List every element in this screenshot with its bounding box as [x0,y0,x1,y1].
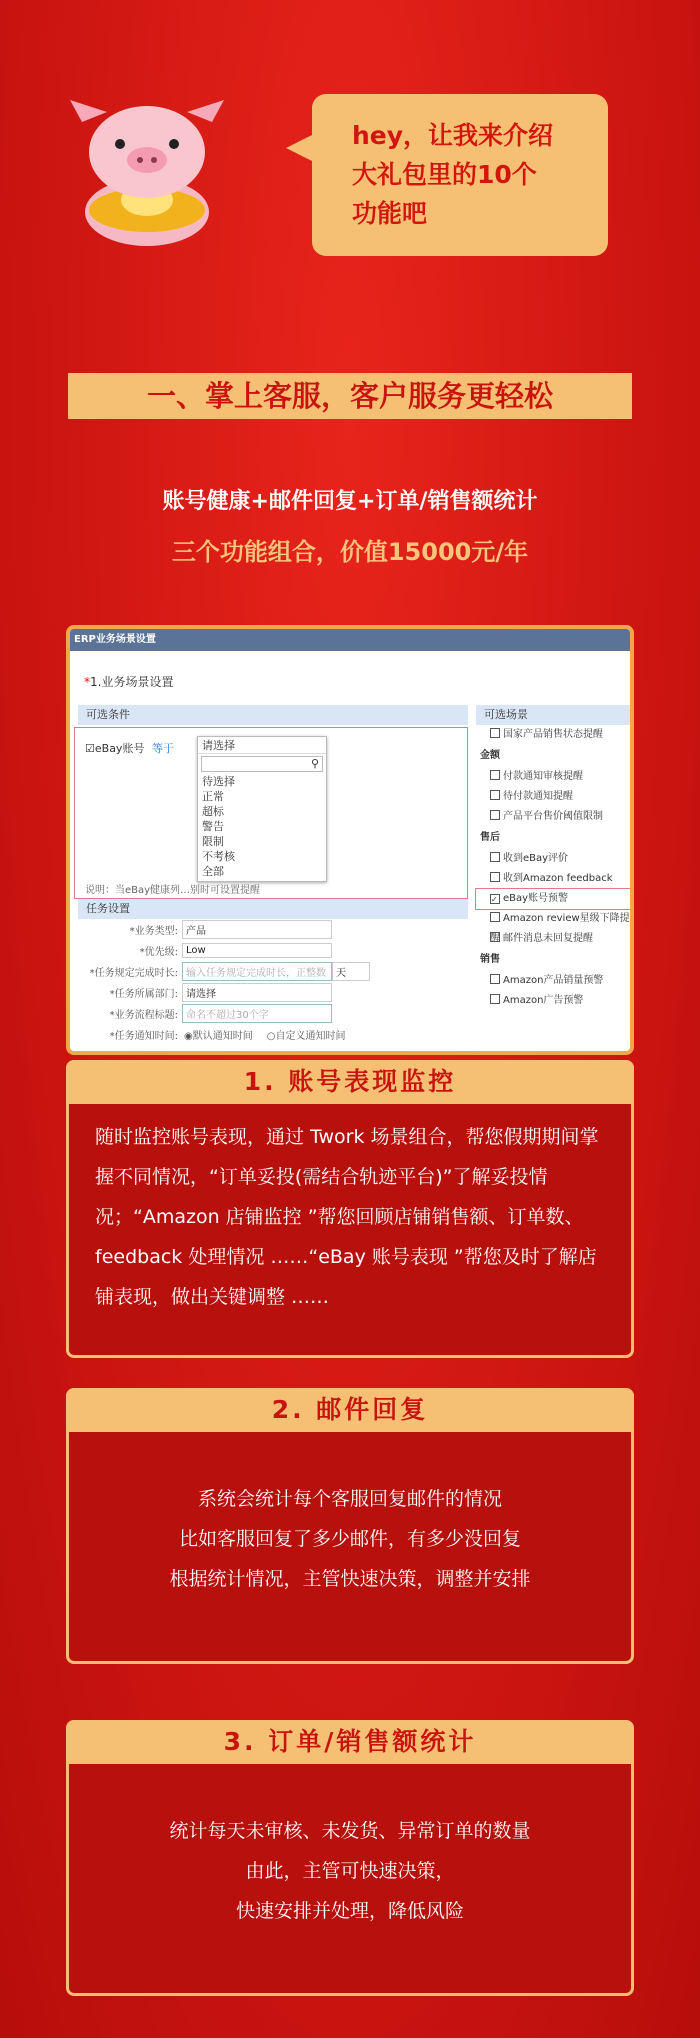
scene-label: Amazon产品销量预警 [503,975,604,986]
scene-group: 金额 [480,750,500,761]
card-line: 系统会统计每个客服回复邮件的情况 [197,1488,502,1510]
task-header: 任务设置 [78,899,468,919]
radio-default-time[interactable]: ◉默认通知时间 [184,1031,253,1042]
scenes-header: 可选场景 [476,705,634,725]
scene-group: 销售 [480,954,500,965]
dropdown-option[interactable]: 警告 [202,820,224,833]
dropdown-option[interactable]: 全部 [202,865,224,878]
department-select[interactable]: 请选择 [182,983,332,1002]
card-line: 由此，主管可快速决策， [245,1860,455,1882]
account-status-dropdown[interactable]: 请选择 ⚲ 待选择 正常 超标 警告 限制 不考核 全部 [197,736,327,882]
scene-checkbox[interactable] [476,807,634,827]
scene-label: 待付款通知提醒 [503,791,573,802]
scene-checkbox[interactable] [476,991,634,1011]
duration-input[interactable]: 输入任务规定完成时长，正整数 [182,962,332,981]
dropdown-option[interactable]: 正常 [202,790,224,803]
scene-label: 付款通知审核提醒 [503,771,583,782]
card-line: 统计每天未审核、未发货、异常订单的数量 [169,1820,531,1842]
subtitle: 账号健康+邮件回复+订单/销售额统计 [162,489,538,514]
bubble-line: 大礼包里的10个 [352,160,537,189]
radio-custom-time[interactable]: ○自定义通知时间 [266,1031,346,1042]
scene-checkbox[interactable] [476,767,634,787]
scene-label: Amazon review星级下降提醒 [490,913,630,944]
scene-label: 邮件消息未回复提醒 [503,933,593,944]
pig-mascot-illustration [62,92,232,252]
condition-ebay-account[interactable]: ☑eBay账号 等于 [85,742,174,755]
card-title: 3. 订单/销售额统计 [66,1720,634,1764]
scene-checkbox[interactable] [476,929,634,949]
checkbox-icon [490,932,500,942]
feature-card-3 [66,1720,634,1996]
condition-operator: 等于 [151,742,174,755]
checkbox-icon [490,994,500,1004]
value-line: 三个功能组合，价值15000元/年 [171,538,529,566]
checkbox-icon [490,852,500,862]
scene-label: 收到eBay评价 [503,853,569,864]
checked-box-icon: ✓ [490,894,500,904]
dropdown-option[interactable]: 待选择 [202,775,235,788]
section-title: 一、掌上客服，客户服务更轻松 [68,373,632,419]
priority-select[interactable]: Low [182,943,332,958]
condition-note: 说明：当eBay健康列…别时可设置提醒 [85,885,261,896]
dropdown-option[interactable]: 不考核 [202,850,235,863]
checkbox-icon [490,770,500,780]
scene-label: 国家产品销售状态提醒 [503,729,603,740]
checkbox-icon [490,912,500,922]
checkbox-icon [490,810,500,820]
search-icon: ⚲ [310,757,319,770]
scene-heading: *1.业务场景设置 [84,675,174,689]
checkbox-icon [490,728,500,738]
flow-title-input[interactable]: 命名不超过30个字 [182,1004,332,1023]
scene-label: eBay账号预警 [503,893,569,904]
feature-card-2 [66,1388,634,1664]
erp-screenshot: ERP业务场景设置 *1.业务场景设置 可选条件 ☑eBay账号 等于 请选择 ⚲ 待选择 正常 超标 警告 限制 不考核 全部 说明：当eBay健康列…别时可设置提醒 任务设置 *业务类型: 产品 *优先级: Low *任务规定完成时长: 输入任务规定完成时长，正整数 天 *任务所属部门: 请选择 *业务流程标题: 命名不超过30个字 *任务通知时间: ◉默认通知时间 ○自定义通知时间 可选场景 国家产品销售状态提醒 金额 付款通知审核提醒 待付款通知提醒 产品平台售价阈值限制 售后 收到eBay评价 收到Amazon feedback ✓ eBay账号预警 Amazon review星级下降提醒 邮件消息未回复提醒 销售 Amazon产品销量预警 Amazon广告预警 [66,625,634,1055]
scene-checkbox[interactable] [476,971,634,991]
card-line: 比如客服回复了多少邮件，有多少没回复 [178,1528,521,1550]
card-line: 快速安排并处理，降低风险 [235,1900,464,1922]
card-body: 随时监控账号表现，通过 Twork 场景组合，帮您假期期间掌握不同情况，“订单妥投(需结合轨迹平台)”了解妥投情况；“Amazon 店铺监控 ”帮您回顾店铺销售额、订单数、feedback 处理情况 ……“eBay 账号表现 ”帮您及时了解店铺表现，做出关键调整 …… [95,1126,599,1308]
scene-label: Amazon广告预警 [503,995,584,1006]
bubble-line: 功能吧 [352,199,428,228]
card-title: 2. 邮件回复 [66,1388,634,1432]
checkbox-icon [490,974,500,984]
scene-label: 产品平台售价阈值限制 [503,811,603,822]
dropdown-option[interactable]: 超标 [202,805,224,818]
conditions-header: 可选条件 [78,705,468,725]
card-title: 1. 账号表现监控 [66,1060,634,1104]
scene-checkbox[interactable] [476,889,634,909]
scene-checkbox[interactable] [476,869,634,889]
scene-group: 售后 [480,832,500,843]
scene-checkbox[interactable] [476,787,634,807]
scene-checkbox[interactable] [476,849,634,869]
scene-label: 收到Amazon feedback [503,873,613,884]
bubble-line: hey，让我来介绍 [352,121,554,150]
dropdown-search-input[interactable] [201,756,323,772]
checkbox-icon [490,790,500,800]
business-type-select[interactable]: 产品 [182,920,332,939]
speech-bubble [312,94,608,256]
window-title: ERP业务场景设置 [70,629,630,651]
card-line: 根据统计情况，主管快速决策，调整并安排 [169,1568,531,1590]
feature-card-1 [66,1060,634,1358]
checkbox-icon [490,872,500,882]
dropdown-option[interactable]: 限制 [202,835,224,848]
scene-checkbox[interactable] [476,725,634,745]
unit-select[interactable]: 天 [332,962,370,981]
